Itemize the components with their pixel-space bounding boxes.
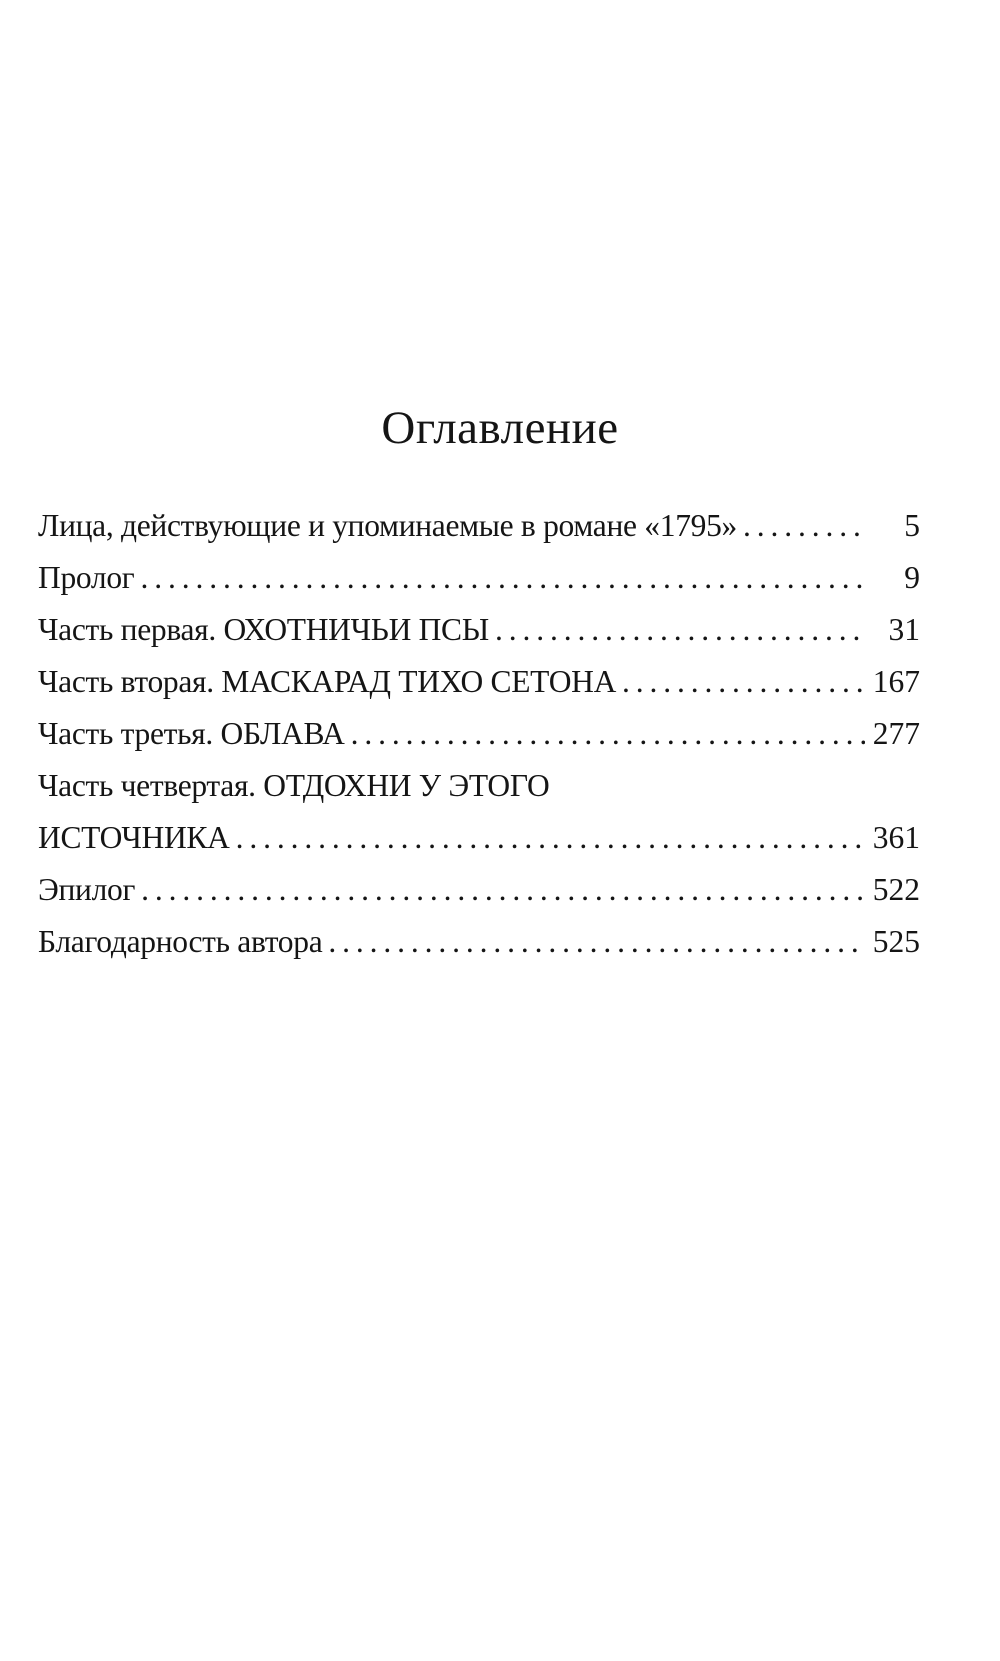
leader-dots <box>134 552 868 604</box>
leader-dots <box>489 604 868 656</box>
leader-dots <box>230 812 865 864</box>
toc-entry-prologue <box>38 552 920 604</box>
toc-entry-title: Лица, действующие и упоминаемые в романе «1795» <box>38 508 737 543</box>
toc-entry-part-three <box>38 708 920 760</box>
toc-entry-page: 31 <box>888 612 920 647</box>
leader-dots <box>616 656 865 708</box>
toc-entry-characters <box>38 500 920 552</box>
toc-entry-title-line1: Часть четвертая. ОТДОХНИ У ЭТОГО <box>38 768 550 803</box>
toc-entry-acknowledgements <box>38 916 920 968</box>
toc-entry-title: Часть третья. ОБЛАВА <box>38 716 345 751</box>
toc-entry-title-line2: ИСТОЧНИКА <box>38 820 230 855</box>
toc-entry-title: Благодарность автора <box>38 924 323 959</box>
leader-dots <box>737 500 868 552</box>
toc-entry-page: 522 <box>872 872 920 907</box>
toc-entry-page: 525 <box>872 924 920 959</box>
toc-entry-title: Пролог <box>38 560 135 595</box>
toc-entry-page: 5 <box>904 508 920 543</box>
leader-dots <box>135 864 865 916</box>
toc-entry-epilogue <box>38 864 920 916</box>
toc-entry-part-one <box>38 604 920 656</box>
leader-dots <box>345 708 865 760</box>
toc-entry-title: Эпилог <box>38 872 136 907</box>
toc-entry-page: 277 <box>872 716 920 751</box>
toc-entry-part-two <box>38 656 920 708</box>
table-of-contents <box>38 500 920 968</box>
page-title: Оглавление <box>381 402 619 454</box>
toc-entry-page: 167 <box>872 664 920 699</box>
toc-entry-title: Часть вторая. МАСКАРАД ТИХО СЕТОНА <box>38 664 617 699</box>
leader-dots <box>322 916 864 968</box>
toc-entry-title: Часть первая. ОХОТНИЧЬИ ПСЫ <box>38 612 489 647</box>
toc-entry-page: 9 <box>904 560 920 595</box>
toc-entry-page: 361 <box>872 820 920 855</box>
toc-entry-part-four <box>38 760 920 864</box>
